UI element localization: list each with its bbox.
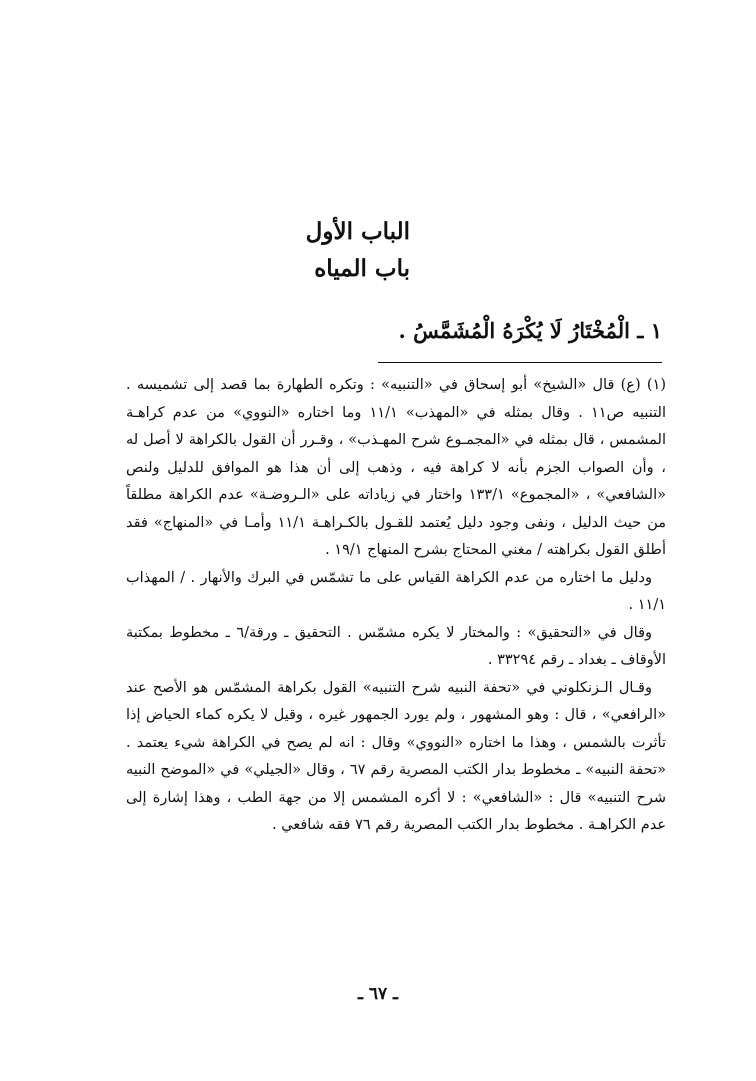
chapter-title-text: الباب الأول bbox=[305, 218, 410, 245]
footnote-divider bbox=[378, 362, 662, 363]
footnote-paragraph: وقال في «التحقيق» : والمختار لا يكره مشمّس . التحقيق ـ ورقة/٦ ـ مخطوط بمكتبة الأوقاف ـ بغداد ـ رقم ٣٣٢٩٤ . bbox=[126, 624, 666, 668]
footnote-paragraph: ودليل ما اختاره من عدم الكراهة القياس على ما تشمّس في البرك والأنهار . / المهذاب ١١/١ . bbox=[126, 569, 666, 613]
rule-statement: ١ ـ الْمُخْتَارُ لَا يُكْرَهُ الْمُشَمَّسُ . bbox=[398, 318, 662, 343]
footnote-block bbox=[126, 372, 666, 840]
page-number: ـ ٦٧ ـ bbox=[357, 984, 399, 1004]
footnote-paragraph: (١) (ع) قال «الشيخ» أبو إسحاق في «التنبيه» : وتكره الطهارة بما قصد إلى تشميسه . التنبيه ص١١ . وقال بمثله في «المهذب» ١١/١ وما اختاره «النووي» من عدم كراهـة المشمس ، قال بمثله في «المجمـوع شرح المهـذب» ، وقـرر أن القول بالكراهة لا أصل له ، وأن الصواب الجزم بأنه لا كراهة فيه ، وذهب إلى أن هذا هو الموافق للدليل ولنص «الشافعي» ، «المجموع» ١٣٣/١ واختار في زياداته على «الـروضـة» عدم الكراهة مطلقاً من حيث الدليل ، ونفى وجود دليل يُعتمد للقـول بالكـراهـة ١١/١ وأمـا في «المنهاج» فقد أطلق القول بكراهته / مغني المحتاج بشرح المنهاج ١٩/١ . bbox=[126, 377, 666, 558]
section-title-text: باب المياه bbox=[314, 255, 410, 282]
footnote-paragraph: وقـال الـزنكلوني في «تحفة النبيه شرح التنبيه» القول بكراهة المشمّس هو الأصح عند «الرافعي» ، قال : وهو المشهور ، ولم يورد الجمهور غيره ، وقيل لا يكره كماء الحياض إذا تأثرت بالشمس ، وهذا ما اختاره «النووي» وقال : انه لم يصح في الكراهة شيء يعتمد . «تحفة النبيه» ـ مخطوط بدار الكتب المصرية رقم ٦٧ ، وقال «الجيلي» في «الموضح النبيه شرح التنبيه» قال : «الشافعي» : لا أكره المشمس إلا من جهة الطب ، وهذا إشارة إلى عدم الكراهـة . مخطوط بدار الكتب المصرية رقم ٧٦ فقه شافعي . bbox=[126, 679, 666, 833]
